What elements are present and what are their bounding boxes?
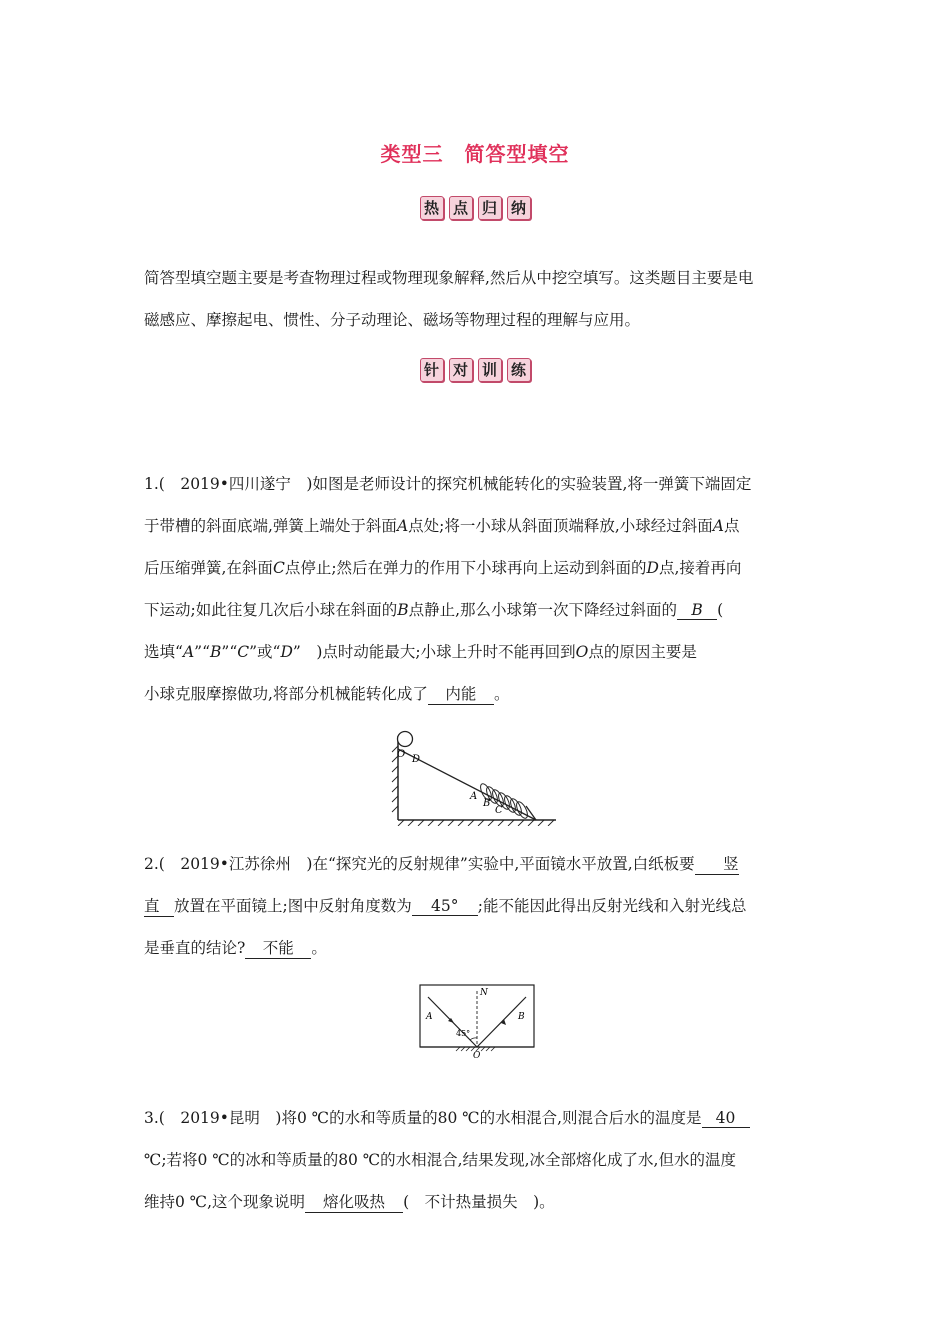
badge-char: 对 xyxy=(449,358,473,382)
option-b: B xyxy=(210,643,222,661)
intro-line-1: 简答型填空题主要是考查物理过程或物理现象解释,然后从中挖空填写。这类题目主要是电 xyxy=(144,269,754,287)
answer-blank: 直 xyxy=(144,894,174,917)
q2-text: 。 xyxy=(311,939,327,957)
label-angle: 45° xyxy=(456,1029,471,1038)
label-a: A xyxy=(470,791,478,802)
option-a: A xyxy=(182,643,195,661)
answer-blank: 40 xyxy=(702,1109,750,1128)
incline-spring-diagram xyxy=(390,726,560,826)
q3-line-1 xyxy=(144,1106,750,1128)
ground-hatch xyxy=(398,820,554,826)
q1-text: 点静止,那么小球第一次下降经过斜面的 xyxy=(408,601,678,619)
badge-char: 归 xyxy=(478,196,502,220)
section-badge-hotspot xyxy=(0,196,950,220)
q2-line-2 xyxy=(144,894,746,917)
answer-blank: 45° xyxy=(412,897,478,916)
label-o: O xyxy=(397,749,406,760)
q1-text: ” )点时动能最大;小球上升时不能再回到 xyxy=(292,643,576,661)
answer-blank: 熔化吸热 xyxy=(305,1190,403,1213)
label-n: N xyxy=(480,988,488,998)
q1-text: ”“ xyxy=(194,643,210,661)
point-c: C xyxy=(272,559,285,577)
q2-text: 是垂直的结论? xyxy=(144,939,246,957)
q3-text: ( 不计热量损失 )。 xyxy=(403,1193,555,1211)
ball xyxy=(398,732,413,747)
q1-line-5 xyxy=(144,640,697,662)
badge-char: 训 xyxy=(478,358,502,382)
q1-line-6 xyxy=(144,682,509,705)
badge-char: 纳 xyxy=(507,196,531,220)
intro-line-2: 磁感应、摩擦起电、惯性、分子动理论、磁场等物理过程的理解与应用。 xyxy=(144,311,641,329)
answer-blank: 内能 xyxy=(428,682,494,705)
q2-line-3 xyxy=(144,936,327,959)
q1-text: 于带槽的斜面底端,弹簧上端处于斜面 xyxy=(144,517,397,535)
point-a: A xyxy=(712,517,724,535)
label-b: B xyxy=(483,798,491,809)
q1-text: 下运动;如此往复几次后小球在斜面的 xyxy=(144,601,398,619)
q3-text: 维持0 ℃,这个现象说明 xyxy=(144,1193,306,1211)
section-badge-practice xyxy=(0,358,950,382)
label-d: D xyxy=(412,754,421,765)
label-b: B xyxy=(518,1012,525,1022)
q1-text: 选填“ xyxy=(144,643,183,661)
q3-text: 3.( 2019•昆明 )将0 ℃的水和等质量的80 ℃的水相混合,则混合后水的温度是 xyxy=(144,1109,702,1127)
point-o: O xyxy=(575,643,589,661)
point-d: D xyxy=(646,559,659,577)
q1-text: 。 xyxy=(493,685,510,703)
q1-line-1: 1.( 2019•四川遂宁 )如图是老师设计的探究机械能转化的实验装置,将一弹簧下端固定 xyxy=(144,475,752,493)
point-a: A xyxy=(396,517,409,535)
q1-text: ”“ xyxy=(221,643,238,661)
q1-text: 点处;将一小球从斜面顶端释放,小球经过斜面 xyxy=(408,517,713,535)
q2-text: ;能不能因此得出反射光线和入射光线总 xyxy=(477,897,747,915)
q1-line-2 xyxy=(144,514,740,536)
q1-text: ( xyxy=(717,601,724,619)
q1-text: 点的原因主要是 xyxy=(588,643,697,661)
q2-text: 2.( 2019•江苏徐州 )在“探究光的反射规律”实验中,平面镜水平放置,白纸板要 xyxy=(144,855,695,873)
q1-text: 点,接着再向 xyxy=(658,559,742,577)
badge-char: 热 xyxy=(420,196,444,220)
q1-text: 后压缩弹簧,在斜面 xyxy=(144,559,273,577)
q3-line-3 xyxy=(144,1190,555,1213)
answer-blank: 不能 xyxy=(245,936,311,959)
option-d: D xyxy=(280,643,293,661)
answer-blank: 竖 xyxy=(695,852,739,875)
q3-line-2: ℃;若将0 ℃的冰和等质量的80 ℃的水相混合,结果发现,冰全部熔化成了水,但水的温度 xyxy=(144,1151,736,1169)
answer-blank: B xyxy=(677,601,717,620)
q1-text: ”或“ xyxy=(249,643,281,661)
page-title: 类型三 简答型填空 xyxy=(380,142,570,166)
point-b: B xyxy=(397,601,409,619)
label-c: C xyxy=(495,805,503,816)
q2-line-1 xyxy=(144,852,739,875)
q1-text: 点 xyxy=(724,517,740,535)
badge-char: 练 xyxy=(507,358,531,382)
badge-char: 点 xyxy=(449,196,473,220)
option-c: C xyxy=(237,643,250,661)
reflection-diagram xyxy=(418,983,536,1059)
label-a: A xyxy=(426,1012,433,1022)
q1-text: 点停止;然后在弹力的作用下小球再向上运动到斜面的 xyxy=(284,559,647,577)
q1-line-4 xyxy=(144,598,723,620)
label-o: O xyxy=(473,1051,481,1059)
q1-line-3 xyxy=(144,556,741,578)
badge-char: 针 xyxy=(420,358,444,382)
q1-text: 小球克服摩擦做功,将部分机械能转化成了 xyxy=(144,685,428,703)
q2-text: 放置在平面镜上;图中反射角度数为 xyxy=(174,897,412,915)
